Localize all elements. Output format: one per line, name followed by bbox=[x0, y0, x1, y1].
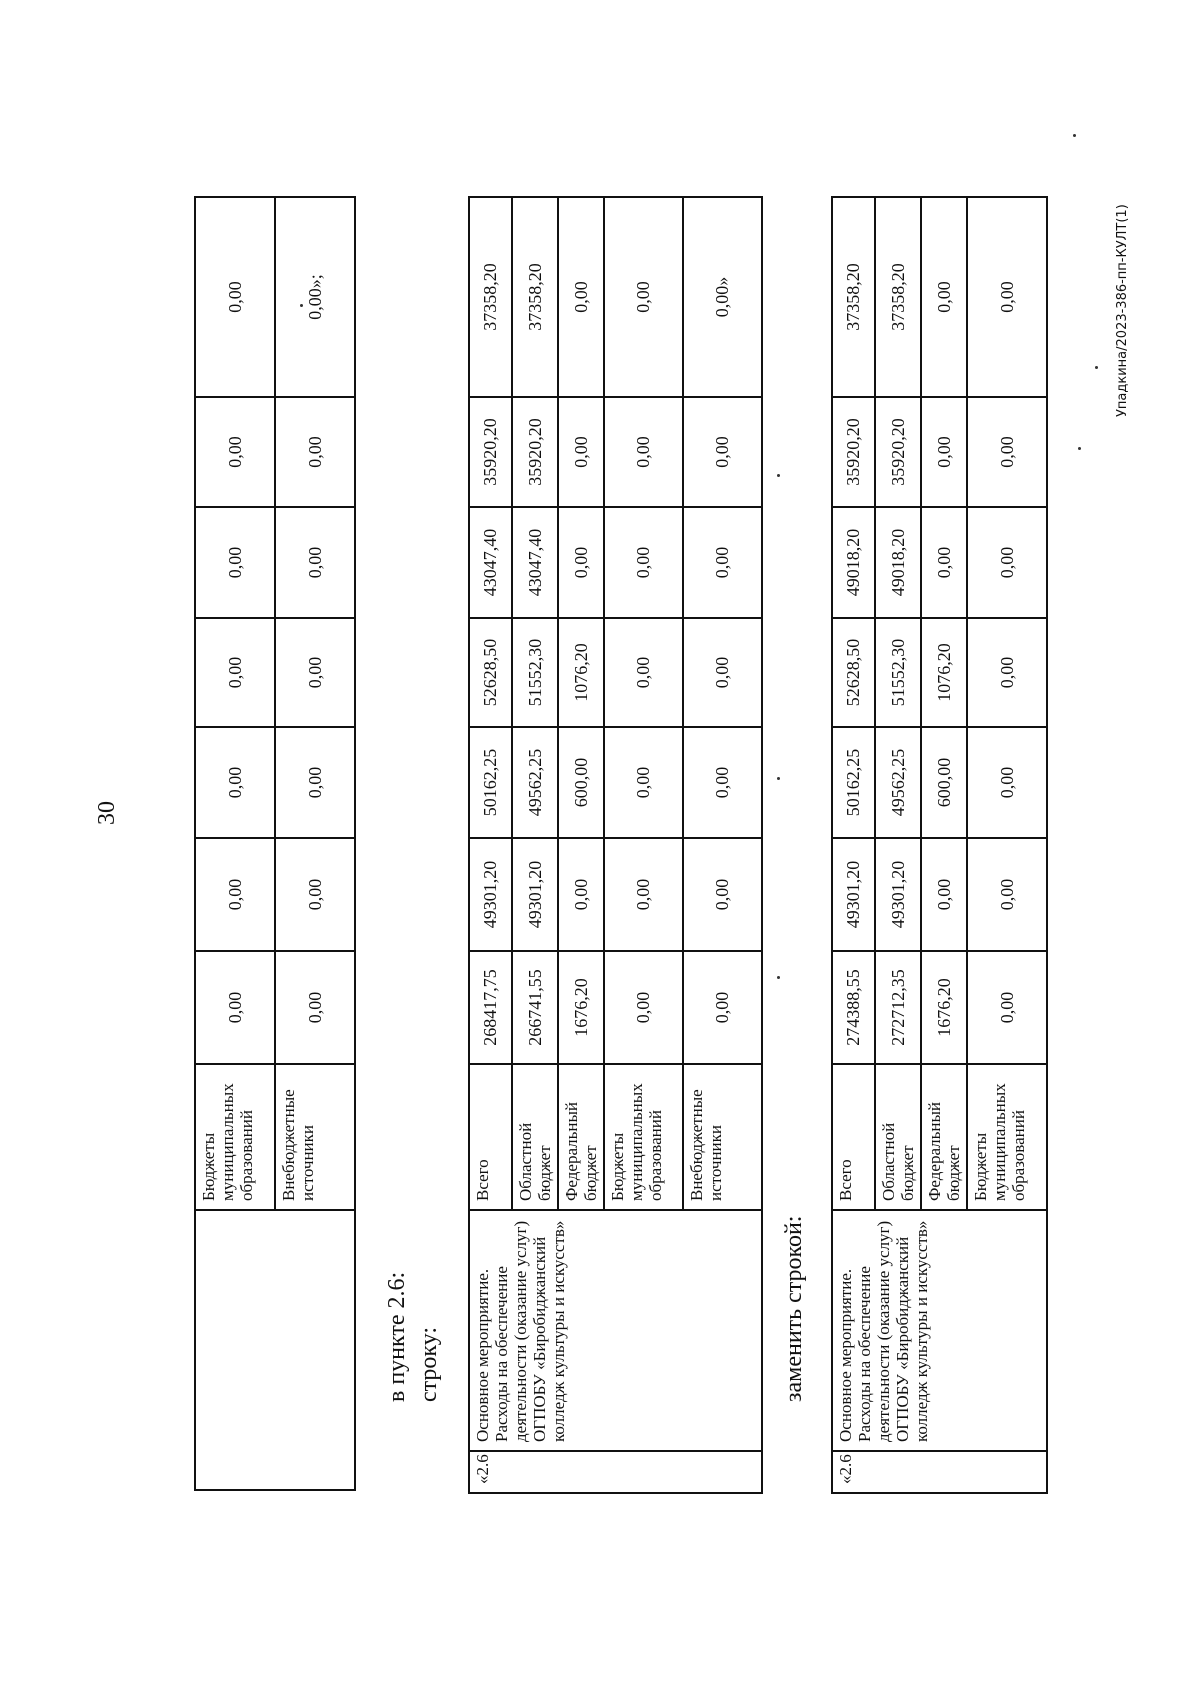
value-cell: 37358,20 bbox=[512, 197, 558, 397]
value-cell: 0,00 bbox=[604, 507, 683, 618]
value-cell: 43047,40 bbox=[512, 507, 558, 618]
source-cell: Бюджеты муниципальных образований bbox=[604, 1064, 683, 1210]
value-cell: 52628,50 bbox=[832, 618, 875, 727]
empty-cell bbox=[195, 1210, 355, 1490]
caption-row: строку: bbox=[416, 1326, 442, 1402]
value-cell: 0,00 bbox=[683, 838, 762, 951]
value-cell: 0,00 bbox=[195, 618, 275, 727]
value-cell: 0,00 bbox=[921, 197, 967, 397]
caption-replace: заменить строкой: bbox=[781, 1215, 807, 1402]
value-cell: 0,00 bbox=[967, 727, 1047, 838]
value-cell: 0,00 bbox=[683, 507, 762, 618]
value-cell: 49562,25 bbox=[512, 727, 558, 838]
value-cell: 0,00 bbox=[683, 727, 762, 838]
scan-speck bbox=[1073, 134, 1076, 137]
value-cell: 600,00 bbox=[558, 727, 604, 838]
value-cell: 49301,20 bbox=[832, 838, 875, 951]
scan-speck bbox=[777, 474, 780, 477]
value-cell: 0,00 bbox=[921, 838, 967, 951]
value-cell: 0,00 bbox=[604, 727, 683, 838]
value-cell: 50162,25 bbox=[832, 727, 875, 838]
scan-speck bbox=[777, 976, 780, 979]
value-cell: 43047,40 bbox=[469, 507, 512, 618]
value-cell: 0,00 bbox=[558, 838, 604, 951]
value-cell: 1676,20 bbox=[921, 951, 967, 1064]
value-cell: 1676,20 bbox=[558, 951, 604, 1064]
source-cell: Внебюджетные источники bbox=[275, 1064, 355, 1210]
value-cell: 0,00 bbox=[967, 397, 1047, 507]
value-cell: 0,00 bbox=[558, 197, 604, 397]
table-row bbox=[469, 197, 512, 1493]
source-cell: Федеральный бюджет bbox=[921, 1064, 967, 1210]
value-cell: 0,00 bbox=[683, 618, 762, 727]
item-name-cell: Основное мероприятие. Расходы на обеспечение деятельности (оказание услуг) ОГПОБУ «Биробиджанский колледж культуры и искусств» bbox=[832, 1210, 1047, 1451]
value-cell: 0,00 bbox=[604, 838, 683, 951]
value-cell: 272712,35 bbox=[875, 951, 921, 1064]
source-cell: Бюджеты муниципальных образований bbox=[967, 1064, 1047, 1210]
value-cell: 37358,20 bbox=[832, 197, 875, 397]
item-number-cell: «2.6 bbox=[469, 1451, 762, 1493]
value-cell: 0,00 bbox=[604, 618, 683, 727]
footer-document-id: Упадкина/2023-386-пп-КУЛТ(1) bbox=[1115, 204, 1130, 417]
value-cell: 600,00 bbox=[921, 727, 967, 838]
value-cell: 0,00 bbox=[558, 397, 604, 507]
page-number: 30 bbox=[94, 801, 120, 825]
value-cell: 268417,75 bbox=[469, 951, 512, 1064]
value-cell: 0,00 bbox=[967, 507, 1047, 618]
value-cell: 0,00 bbox=[275, 727, 355, 838]
source-cell: Всего bbox=[832, 1064, 875, 1210]
table-old-row bbox=[468, 196, 763, 1494]
value-cell: 35920,20 bbox=[832, 397, 875, 507]
value-cell: 0,00 bbox=[967, 618, 1047, 727]
source-cell: Областной бюджет bbox=[875, 1064, 921, 1210]
value-cell: 49018,20 bbox=[832, 507, 875, 618]
value-cell: 0,00 bbox=[275, 397, 355, 507]
value-cell: 0,00 bbox=[683, 951, 762, 1064]
scan-speck bbox=[1095, 366, 1098, 369]
value-cell: 0,00»; bbox=[275, 197, 355, 397]
scan-speck bbox=[1078, 447, 1081, 450]
caption-in-point: в пункте 2.6: bbox=[384, 1271, 410, 1402]
value-cell: 0,00 bbox=[275, 618, 355, 727]
value-cell: 0,00 bbox=[967, 197, 1047, 397]
scan-speck bbox=[777, 777, 780, 780]
source-cell: Федеральный бюджет bbox=[558, 1064, 604, 1210]
value-cell: 0,00 bbox=[683, 397, 762, 507]
value-cell: 274388,55 bbox=[832, 951, 875, 1064]
value-cell: 49562,25 bbox=[875, 727, 921, 838]
source-cell: Областной бюджет bbox=[512, 1064, 558, 1210]
value-cell: 49018,20 bbox=[875, 507, 921, 618]
value-cell: 0,00 bbox=[604, 397, 683, 507]
value-cell: 0,00 bbox=[967, 951, 1047, 1064]
value-cell: 0,00 bbox=[195, 727, 275, 838]
value-cell: 0,00 bbox=[558, 507, 604, 618]
table-new-row bbox=[831, 196, 1048, 1494]
value-cell: 0,00» bbox=[683, 197, 762, 397]
scan-speck bbox=[300, 304, 303, 307]
value-cell: 49301,20 bbox=[469, 838, 512, 951]
value-cell: 0,00 bbox=[195, 197, 275, 397]
value-cell: 1076,20 bbox=[921, 618, 967, 727]
value-cell: 51552,30 bbox=[875, 618, 921, 727]
value-cell: 1076,20 bbox=[558, 618, 604, 727]
item-name-cell: Основное мероприятие. Расходы на обеспечение деятельности (оказание услуг) ОГПОБУ «Биробиджанский колледж культуры и искусств» bbox=[469, 1210, 762, 1451]
value-cell: 37358,20 bbox=[875, 197, 921, 397]
value-cell: 35920,20 bbox=[469, 397, 512, 507]
value-cell: 49301,20 bbox=[512, 838, 558, 951]
value-cell: 0,00 bbox=[604, 197, 683, 397]
value-cell: 35920,20 bbox=[512, 397, 558, 507]
value-cell: 0,00 bbox=[921, 507, 967, 618]
source-cell: Всего bbox=[469, 1064, 512, 1210]
value-cell: 0,00 bbox=[921, 397, 967, 507]
value-cell: 266741,55 bbox=[512, 951, 558, 1064]
source-cell: Бюджеты муниципальных образований bbox=[195, 1064, 275, 1210]
value-cell: 0,00 bbox=[275, 838, 355, 951]
value-cell: 35920,20 bbox=[875, 397, 921, 507]
value-cell: 0,00 bbox=[195, 507, 275, 618]
value-cell: 0,00 bbox=[195, 397, 275, 507]
value-cell: 50162,25 bbox=[469, 727, 512, 838]
value-cell: 49301,20 bbox=[875, 838, 921, 951]
value-cell: 0,00 bbox=[275, 507, 355, 618]
item-number-cell: «2.6 bbox=[832, 1451, 1047, 1493]
table-row bbox=[832, 197, 875, 1493]
value-cell: 0,00 bbox=[275, 951, 355, 1064]
table-top-continuation bbox=[194, 196, 356, 1491]
value-cell: 0,00 bbox=[195, 951, 275, 1064]
source-cell: Внебюджетные источники bbox=[683, 1064, 762, 1210]
value-cell: 0,00 bbox=[967, 838, 1047, 951]
value-cell: 0,00 bbox=[195, 838, 275, 951]
value-cell: 51552,30 bbox=[512, 618, 558, 727]
value-cell: 0,00 bbox=[604, 951, 683, 1064]
table-row bbox=[195, 197, 275, 1490]
value-cell: 52628,50 bbox=[469, 618, 512, 727]
value-cell: 37358,20 bbox=[469, 197, 512, 397]
